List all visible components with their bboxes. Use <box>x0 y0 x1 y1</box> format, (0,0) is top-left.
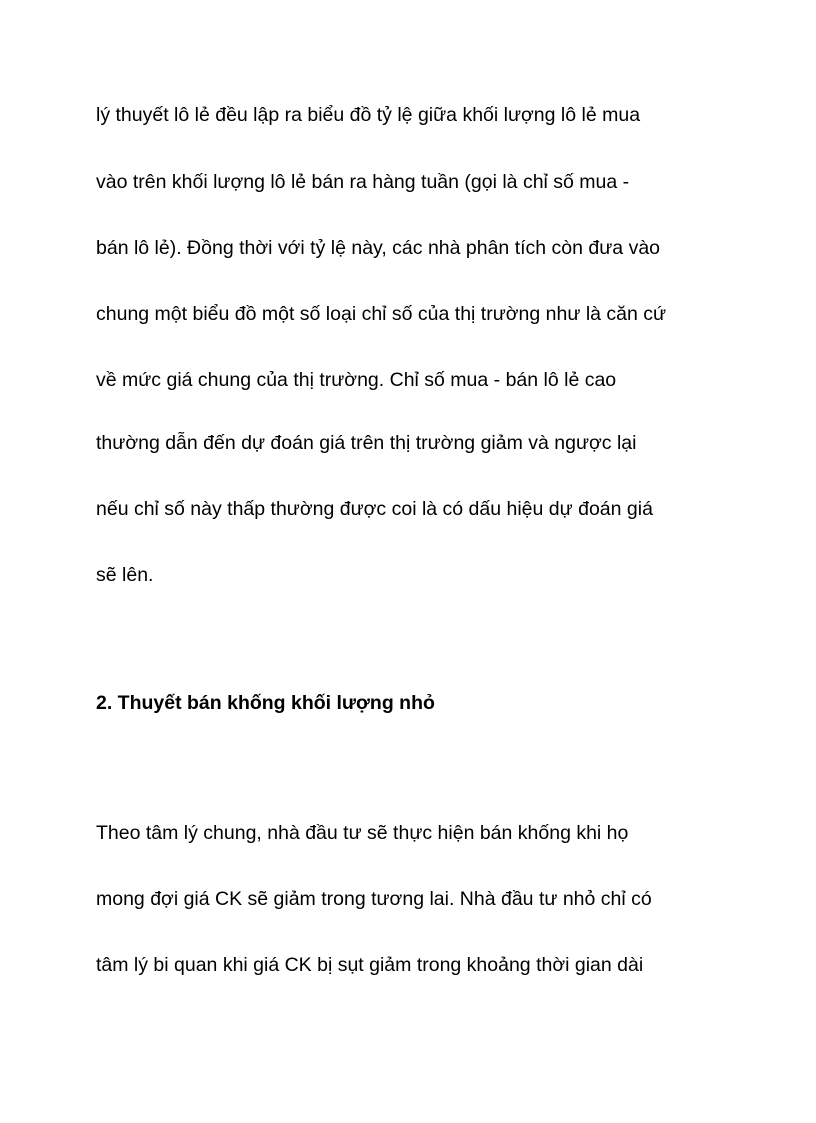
paragraph-1-line-3: bán lô lẻ). Đồng thời với tỷ lệ này, các nhà phân tích còn đưa vào <box>96 237 661 259</box>
paragraph-1-line-4: chung một biểu đồ một số loại chỉ số của thị trường như là căn cứ <box>96 303 667 325</box>
paragraph-1-line-8: sẽ lên. <box>96 564 154 586</box>
paragraph-1-line-1: lý thuyết lô lẻ đều lập ra biểu đồ tỷ lệ giữa khối lượng lô lẻ mua <box>96 104 641 126</box>
paragraph-2-line-2: mong đợi giá CK sẽ giảm trong tương lai. Nhà đầu tư nhỏ chỉ có <box>96 888 652 910</box>
paragraph-1-line-2: vào trên khối lượng lô lẻ bán ra hàng tuần (gọi là chỉ số mua - <box>96 171 630 193</box>
paragraph-1-line-6: thường dẫn đến dự đoán giá trên thị trường giảm và ngược lại <box>96 432 637 454</box>
paragraph-2-line-3: tâm lý bi quan khi giá CK bị sụt giảm trong khoảng thời gian dài <box>96 954 644 976</box>
section-heading: 2. Thuyết bán khống khối lượng nhỏ <box>96 692 435 714</box>
paragraph-1-line-7: nếu chỉ số này thấp thường được coi là có dấu hiệu dự đoán giá <box>96 498 653 520</box>
paragraph-2-line-1: Theo tâm lý chung, nhà đầu tư sẽ thực hiện bán khống khi họ <box>96 822 629 844</box>
paragraph-1-line-5: về mức giá chung của thị trường. Chỉ số mua - bán lô lẻ cao <box>96 369 617 391</box>
